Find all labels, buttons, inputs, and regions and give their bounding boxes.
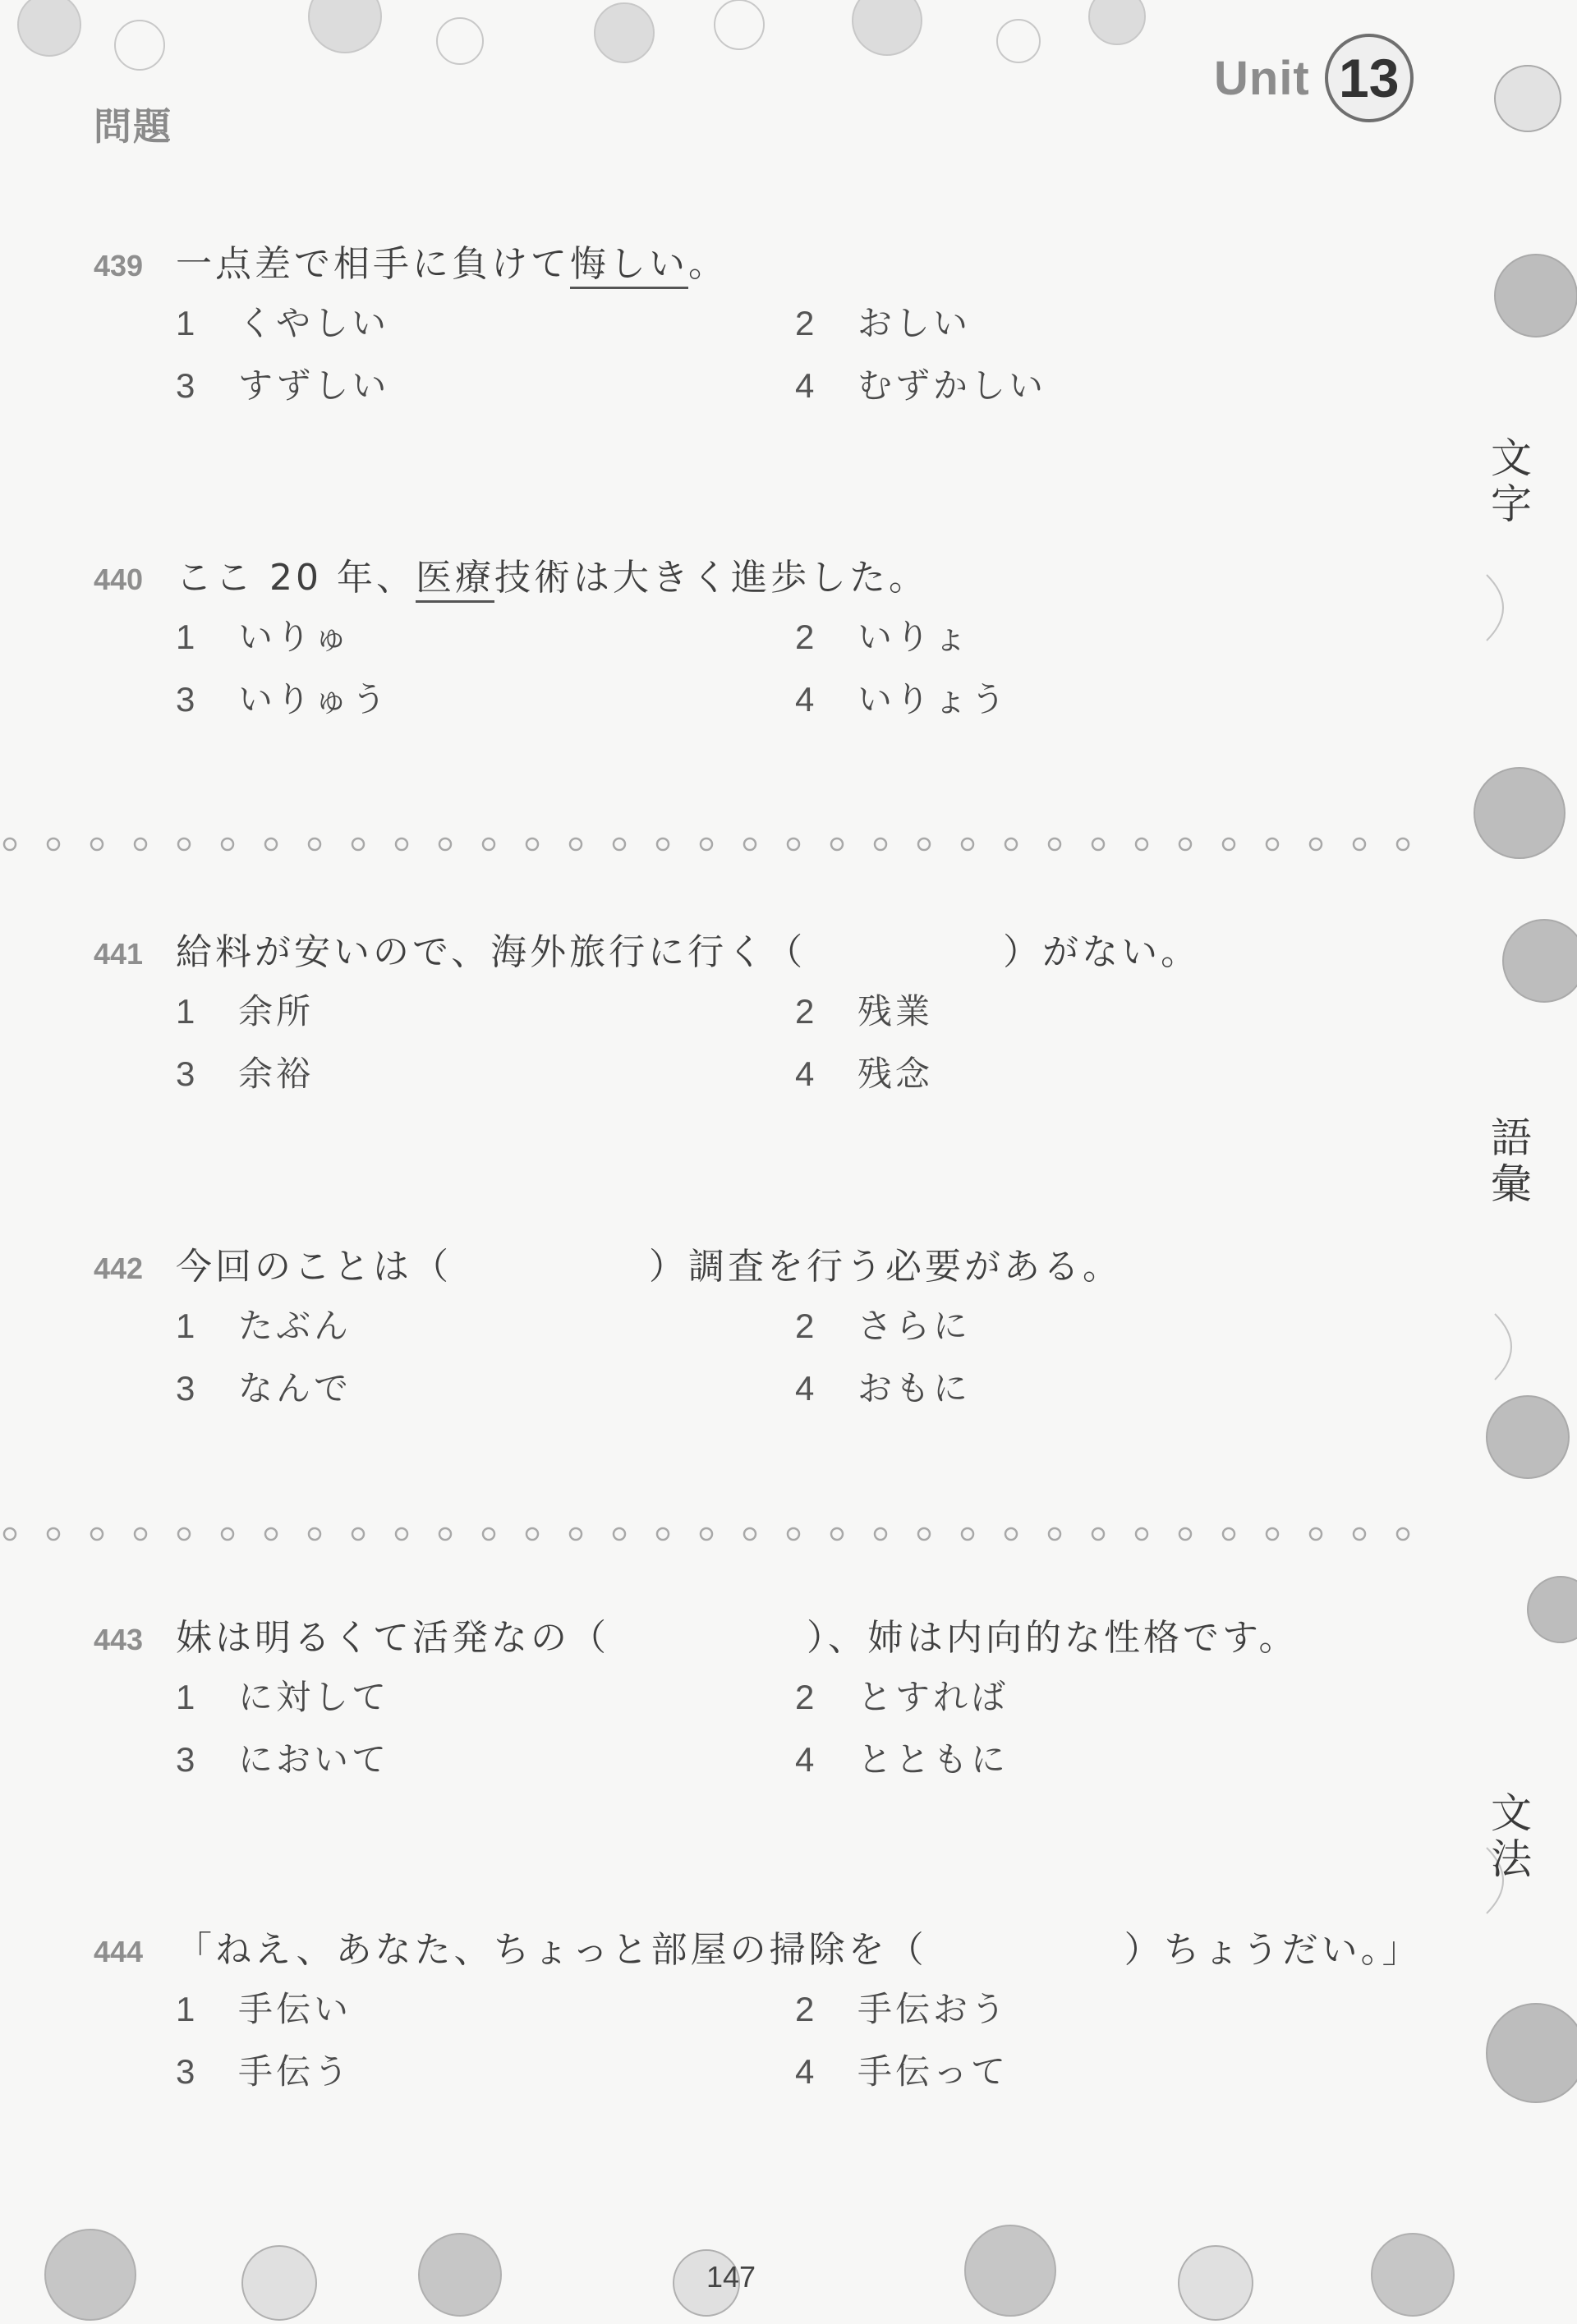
option-2[interactable]: 2 とすれば [795,1677,1009,1717]
question-441 [94,922,1441,1108]
question-number: 441 [94,937,144,971]
dotted-divider [0,836,1421,852]
unit-number: 13 [1325,34,1414,122]
option-1[interactable]: 1 いりゅ [176,617,352,657]
underlined-word: 悔しい [570,243,688,289]
question-440 [94,548,1441,733]
question-number: 439 [94,249,144,282]
option-1[interactable]: 1 くやしい [176,303,390,343]
question-444 [94,1920,1441,2106]
question-442 [94,1237,1441,1422]
option-4[interactable]: 4 とともに [795,1739,1009,1780]
option-3[interactable]: 3 すずしい [176,365,390,406]
question-number: 444 [94,1935,144,1968]
option-3[interactable]: 3 余裕 [176,1054,315,1094]
question-text: 今回のことは（ ）調査を行う必要がある。 [176,1246,1122,1288]
question-number: 440 [94,563,144,596]
option-3[interactable]: 3 手伝う [176,2051,352,2092]
side-label-moji: 文字 [1491,434,1532,528]
option-3[interactable]: 3 において [176,1739,390,1780]
option-3[interactable]: 3 なんで [176,1368,352,1408]
option-2[interactable]: 2 いりょ [795,617,972,657]
unit-word: Unit [1214,51,1310,105]
question-number: 442 [94,1252,144,1285]
question-text: 一点差で相手に負けて悔しい。 [176,234,728,287]
option-1[interactable]: 1 手伝い [176,1989,352,2029]
option-2[interactable]: 2 手伝おう [795,1989,1009,2029]
option-4[interactable]: 4 おもに [795,1368,972,1408]
option-4[interactable]: 4 手伝って [795,2051,1009,2092]
floral-border-bottom [0,2184,1577,2324]
page-number: 147 [706,2260,756,2294]
option-4[interactable]: 4 いりょう [795,679,1009,719]
option-4[interactable]: 4 残念 [795,1054,934,1094]
section-title: 問題 [94,104,172,149]
question-text: 「ねえ、あなた、ちょっと部屋の掃除を（ ）ちょうだい。」 [176,1929,1422,1971]
option-1[interactable]: 1 に対して [176,1677,390,1717]
option-2[interactable]: 2 残業 [795,991,934,1031]
option-2[interactable]: 2 さらに [795,1306,972,1346]
dotted-divider [0,1526,1421,1542]
question-439 [94,234,1441,420]
option-3[interactable]: 3 いりゅう [176,679,390,719]
option-1[interactable]: 1 たぶん [176,1306,352,1346]
question-text: 妹は明るくて活発なの（ ）、姉は内向的な性格です。 [176,1617,1299,1659]
side-label-bunpo: 文法 [1491,1789,1532,1883]
option-2[interactable]: 2 おしい [795,303,972,343]
question-443 [94,1608,1441,1794]
question-text: ここ 20 年、医療技術は大きく進歩した。 [176,548,928,600]
question-text: 給料が安いので、海外旅行に行く（ ）がない。 [176,931,1201,973]
question-number: 443 [94,1623,144,1656]
underlined-word: 医療 [416,557,494,603]
unit-badge [1214,33,1414,123]
option-1[interactable]: 1 余所 [176,991,315,1031]
side-label-goi: 語彙 [1491,1114,1532,1208]
option-4[interactable]: 4 むずかしい [795,365,1047,406]
